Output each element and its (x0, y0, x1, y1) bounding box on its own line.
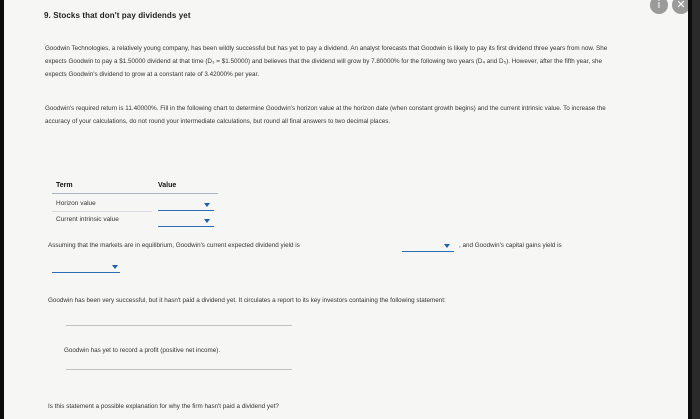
dividend-yield-dropdown[interactable] (402, 241, 454, 252)
investor-statement: Goodwin has yet to record a profit (positive net income). (64, 347, 221, 354)
table-header-value: Value (158, 182, 177, 189)
followup-question: Is this statement a possible explanation for why the firm hasn't paid a dividend yet? (48, 403, 279, 410)
statement-bottom-rule (66, 369, 292, 370)
row-divider (52, 211, 152, 212)
window-edge (692, 0, 700, 419)
table-header-term: Term (56, 182, 73, 189)
dividend-yield-sentence: Assuming that the markets are in equilibrium, Goodwin's current expected dividend yield is (48, 242, 300, 249)
chevron-down-icon (444, 244, 450, 248)
question-page (4, 0, 688, 419)
chevron-down-icon (204, 203, 210, 207)
statement-top-rule (66, 325, 292, 326)
statement-intro: Goodwin has been very successful, but it hasn't paid a dividend yet. It circulates a report to its key investors containing the following statement: (48, 297, 446, 304)
horizon-value-dropdown[interactable] (158, 200, 214, 211)
question-title: 9. Stocks that don't pay dividends yet (44, 11, 191, 20)
row-label-horizon-value: Horizon value (56, 200, 96, 207)
problem-paragraph-2: Goodwin's required return is 11.40000%. Fill in the following chart to determine Goodwin's horizon value at the horizon date (when constant growth begins) and the current intrinsic value. To increase the accuracy of your calculations, do not round your intermediate calculations, but round all final answers to two decimal places. (45, 105, 606, 125)
row-label-current-intrinsic-value: Current intrinsic value (56, 216, 119, 223)
intrinsic-value-dropdown[interactable] (158, 216, 214, 227)
close-icon[interactable]: ✕ (672, 0, 688, 14)
problem-paragraph-1: Goodwin Technologies, a relatively young company, has been wildly successful but has yet to pay a dividend. An analyst forecasts that Goodwin is likely to pay its first dividend three years from now. She expects Goodwin to pay a $1.50000 dividend at that time (D₃ = $1.50000) and believes that the dividend will grow by 7.80000% for the following two years (D₄ and D₅). However, after the fifth year, she expects Goodwin's dividend to grow at a constant rate of 3.42000% per year. (45, 45, 608, 78)
table-header-divider (52, 193, 218, 194)
capital-gains-sentence: , and Goodwin's capital gains yield is (459, 242, 562, 249)
chevron-down-icon (112, 265, 118, 269)
capital-gains-yield-dropdown[interactable] (52, 262, 120, 273)
chevron-down-icon (204, 219, 210, 223)
info-icon[interactable]: i (650, 0, 668, 14)
